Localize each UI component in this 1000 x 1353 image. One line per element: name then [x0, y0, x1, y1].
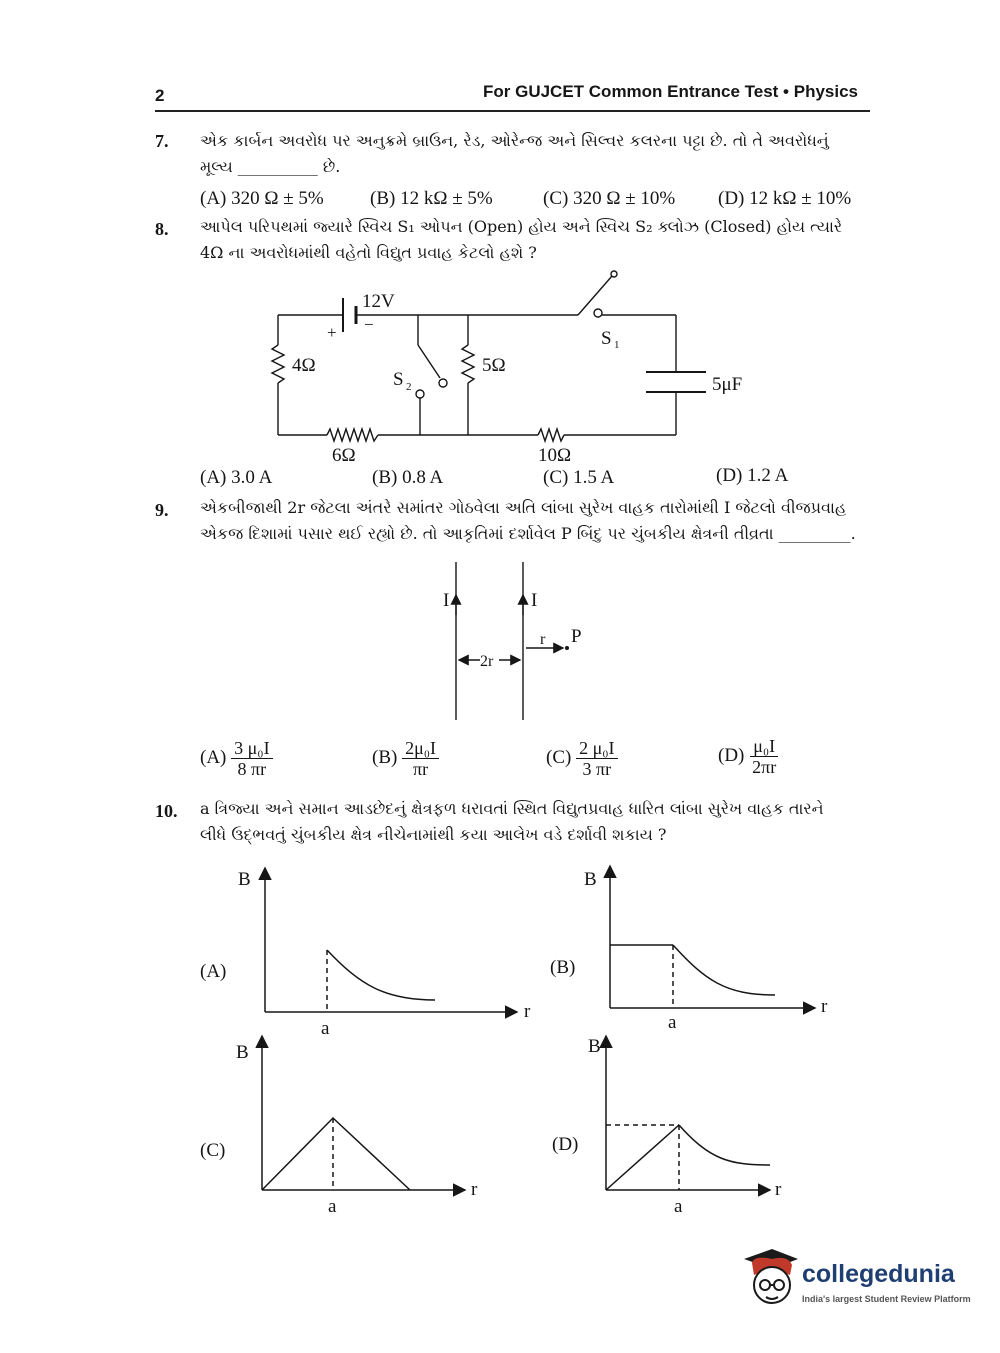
distance-label: r [540, 631, 546, 648]
current-label-right: I [531, 590, 538, 611]
q9-text-line2: એકજ દિશામાં પસાર થઈ રહ્યો છે. તો આકૃતિમાં દર્શાવેલ P બિંદુ પર ચુંબકીય ક્ષેત્રની તીવ્રતા _________. [200, 524, 856, 543]
brand-name: collegedunia [802, 1260, 955, 1288]
resistor-6-label: 6Ω [332, 445, 356, 466]
resistor-5-label: 5Ω [482, 355, 506, 376]
q9-option-d-den: 2πr [752, 757, 777, 777]
q7-number: 7. [155, 131, 169, 151]
q9-option-c-den: 3 πr [582, 759, 612, 779]
q7-option-b: (B) 12 kΩ ± 5% [370, 188, 493, 209]
battery-plus: + [327, 323, 337, 342]
switch-s2-sub: 2 [406, 381, 412, 393]
page-header-title: For GUJCET Common Entrance Test • Physics [483, 82, 858, 101]
separation-label: 2r [480, 653, 494, 670]
q7-text-line2: મૂલ્ય __________ છે. [200, 157, 341, 176]
q9-option-d-label: (D) [718, 744, 745, 766]
graph-c-option-label: (C) [200, 1140, 226, 1161]
graph-a-option-label: (A) [200, 961, 227, 982]
q8-option-b: (B) 0.8 A [372, 467, 444, 488]
battery-minus: − [364, 315, 374, 334]
capacitor-label: 5μF [712, 374, 743, 395]
page-number: 2 [155, 86, 165, 105]
current-label-left: I [443, 590, 450, 611]
graph-b-option-label: (B) [550, 957, 576, 978]
point-p-label: P [571, 626, 582, 647]
collegedunia-mascot-icon [738, 1245, 800, 1309]
q10-number: 10. [155, 801, 178, 821]
brand-tagline: India's largest Student Review Platform [802, 1294, 971, 1304]
switch-s2-label: S [393, 369, 404, 390]
q7-option-a: (A) 320 Ω ± 5% [200, 188, 324, 209]
q8-number: 8. [155, 219, 169, 239]
q10-text-line2: લીધે ઉદ્ભવતું ચુંબકીય ક્ષેત્ર નીચેનામાંથી કયા આલેખ વડે દર્શાવી શકાય ? [200, 825, 667, 844]
graph-a-a-mark: a [321, 1018, 330, 1039]
q8-text-line2: 4Ω ના અવરોધમાંથી વહેતો વિદ્યુત પ્રવાહ કેટલો હશે ? [200, 243, 537, 262]
graph-c-triangle [262, 1118, 410, 1190]
q7-option-d: (D) 12 kΩ ± 10% [718, 188, 852, 209]
q9-option-b-num: 2μ₀I [402, 738, 439, 759]
q8-option-d: (D) 1.2 A [716, 465, 789, 486]
graph-a-y-label: B [238, 869, 251, 890]
q9-option-c-num: 2 μ₀I [576, 738, 617, 759]
q7-option-c: (C) 320 Ω ± 10% [543, 188, 676, 209]
q8-option-a: (A) 3.0 A [200, 467, 273, 488]
graph-d-x-label: r [775, 1179, 782, 1200]
switch-s1-sub: 1 [614, 339, 620, 351]
graph-c-a-mark: a [328, 1196, 337, 1217]
graph-c-x-label: r [471, 1179, 478, 1200]
graph-a-curve [327, 950, 435, 1000]
graph-d-rising-line [606, 1125, 679, 1190]
q9-option-a-num: 3 μ₀I [231, 738, 272, 759]
switch-s1-label: S [601, 328, 612, 349]
q9-option-a-label: (A) [200, 746, 227, 768]
graph-d-a-mark: a [674, 1196, 683, 1217]
q9-text-line1: એકબીજાથી 2r જેટલા અંતરે સમાંતર ગોઠવેલા અતિ લાંબા સુરેખ વાહક તારોમાંથી I જેટલો વીજપ્રવાહ [200, 498, 847, 517]
graph-b-a-mark: a [668, 1012, 677, 1033]
resistor-4-label: 4Ω [292, 355, 316, 376]
graph-d-curve [679, 1125, 770, 1165]
q9-number: 9. [155, 500, 169, 520]
graph-b-y-label: B [584, 869, 597, 890]
resistor-10-label: 10Ω [538, 445, 572, 466]
graph-d-option-label: (D) [552, 1134, 579, 1155]
q8-option-c: (C) 1.5 A [543, 467, 615, 488]
q10-text-line1: a ત્રિજ્યા અને સમાન આડછેદનું ક્ષેત્રફળ ધરાવતાં સ્થિત વિદ્યુતપ્રવાહ ધારિત લાંબા સુરેખ વાહક તારને [200, 799, 824, 818]
battery-label: 12V [362, 291, 395, 312]
q9-option-c-label: (C) [546, 746, 572, 768]
q9-option-b-den: πr [412, 759, 429, 779]
graph-b-curve [673, 945, 775, 995]
graph-b-x-label: r [821, 996, 828, 1017]
q8-text-line1: આપેલ પરિપથમાં જ્યારે સ્વિચ S₁ ઓપન (Open) હોય અને સ્વિચ S₂ ક્લોઝ (Closed) હોય ત્યારે [200, 217, 843, 236]
graph-d-y-label: B [588, 1036, 601, 1057]
q9-option-d-num: μ₀I [750, 736, 778, 757]
q9-option-a-den: 8 πr [237, 759, 267, 779]
q9-option-b-label: (B) [372, 746, 398, 768]
graph-c-y-label: B [236, 1042, 249, 1063]
graph-a-x-label: r [524, 1001, 531, 1022]
q7-text-line1: એક કાર્બન અવરોધ પર અનુક્રમે બ્રાઉન, રેડ, ઓરેન્જ અને સિલ્વર કલરના પટ્ટા છે. તો તે અવરોધનું [200, 131, 829, 150]
